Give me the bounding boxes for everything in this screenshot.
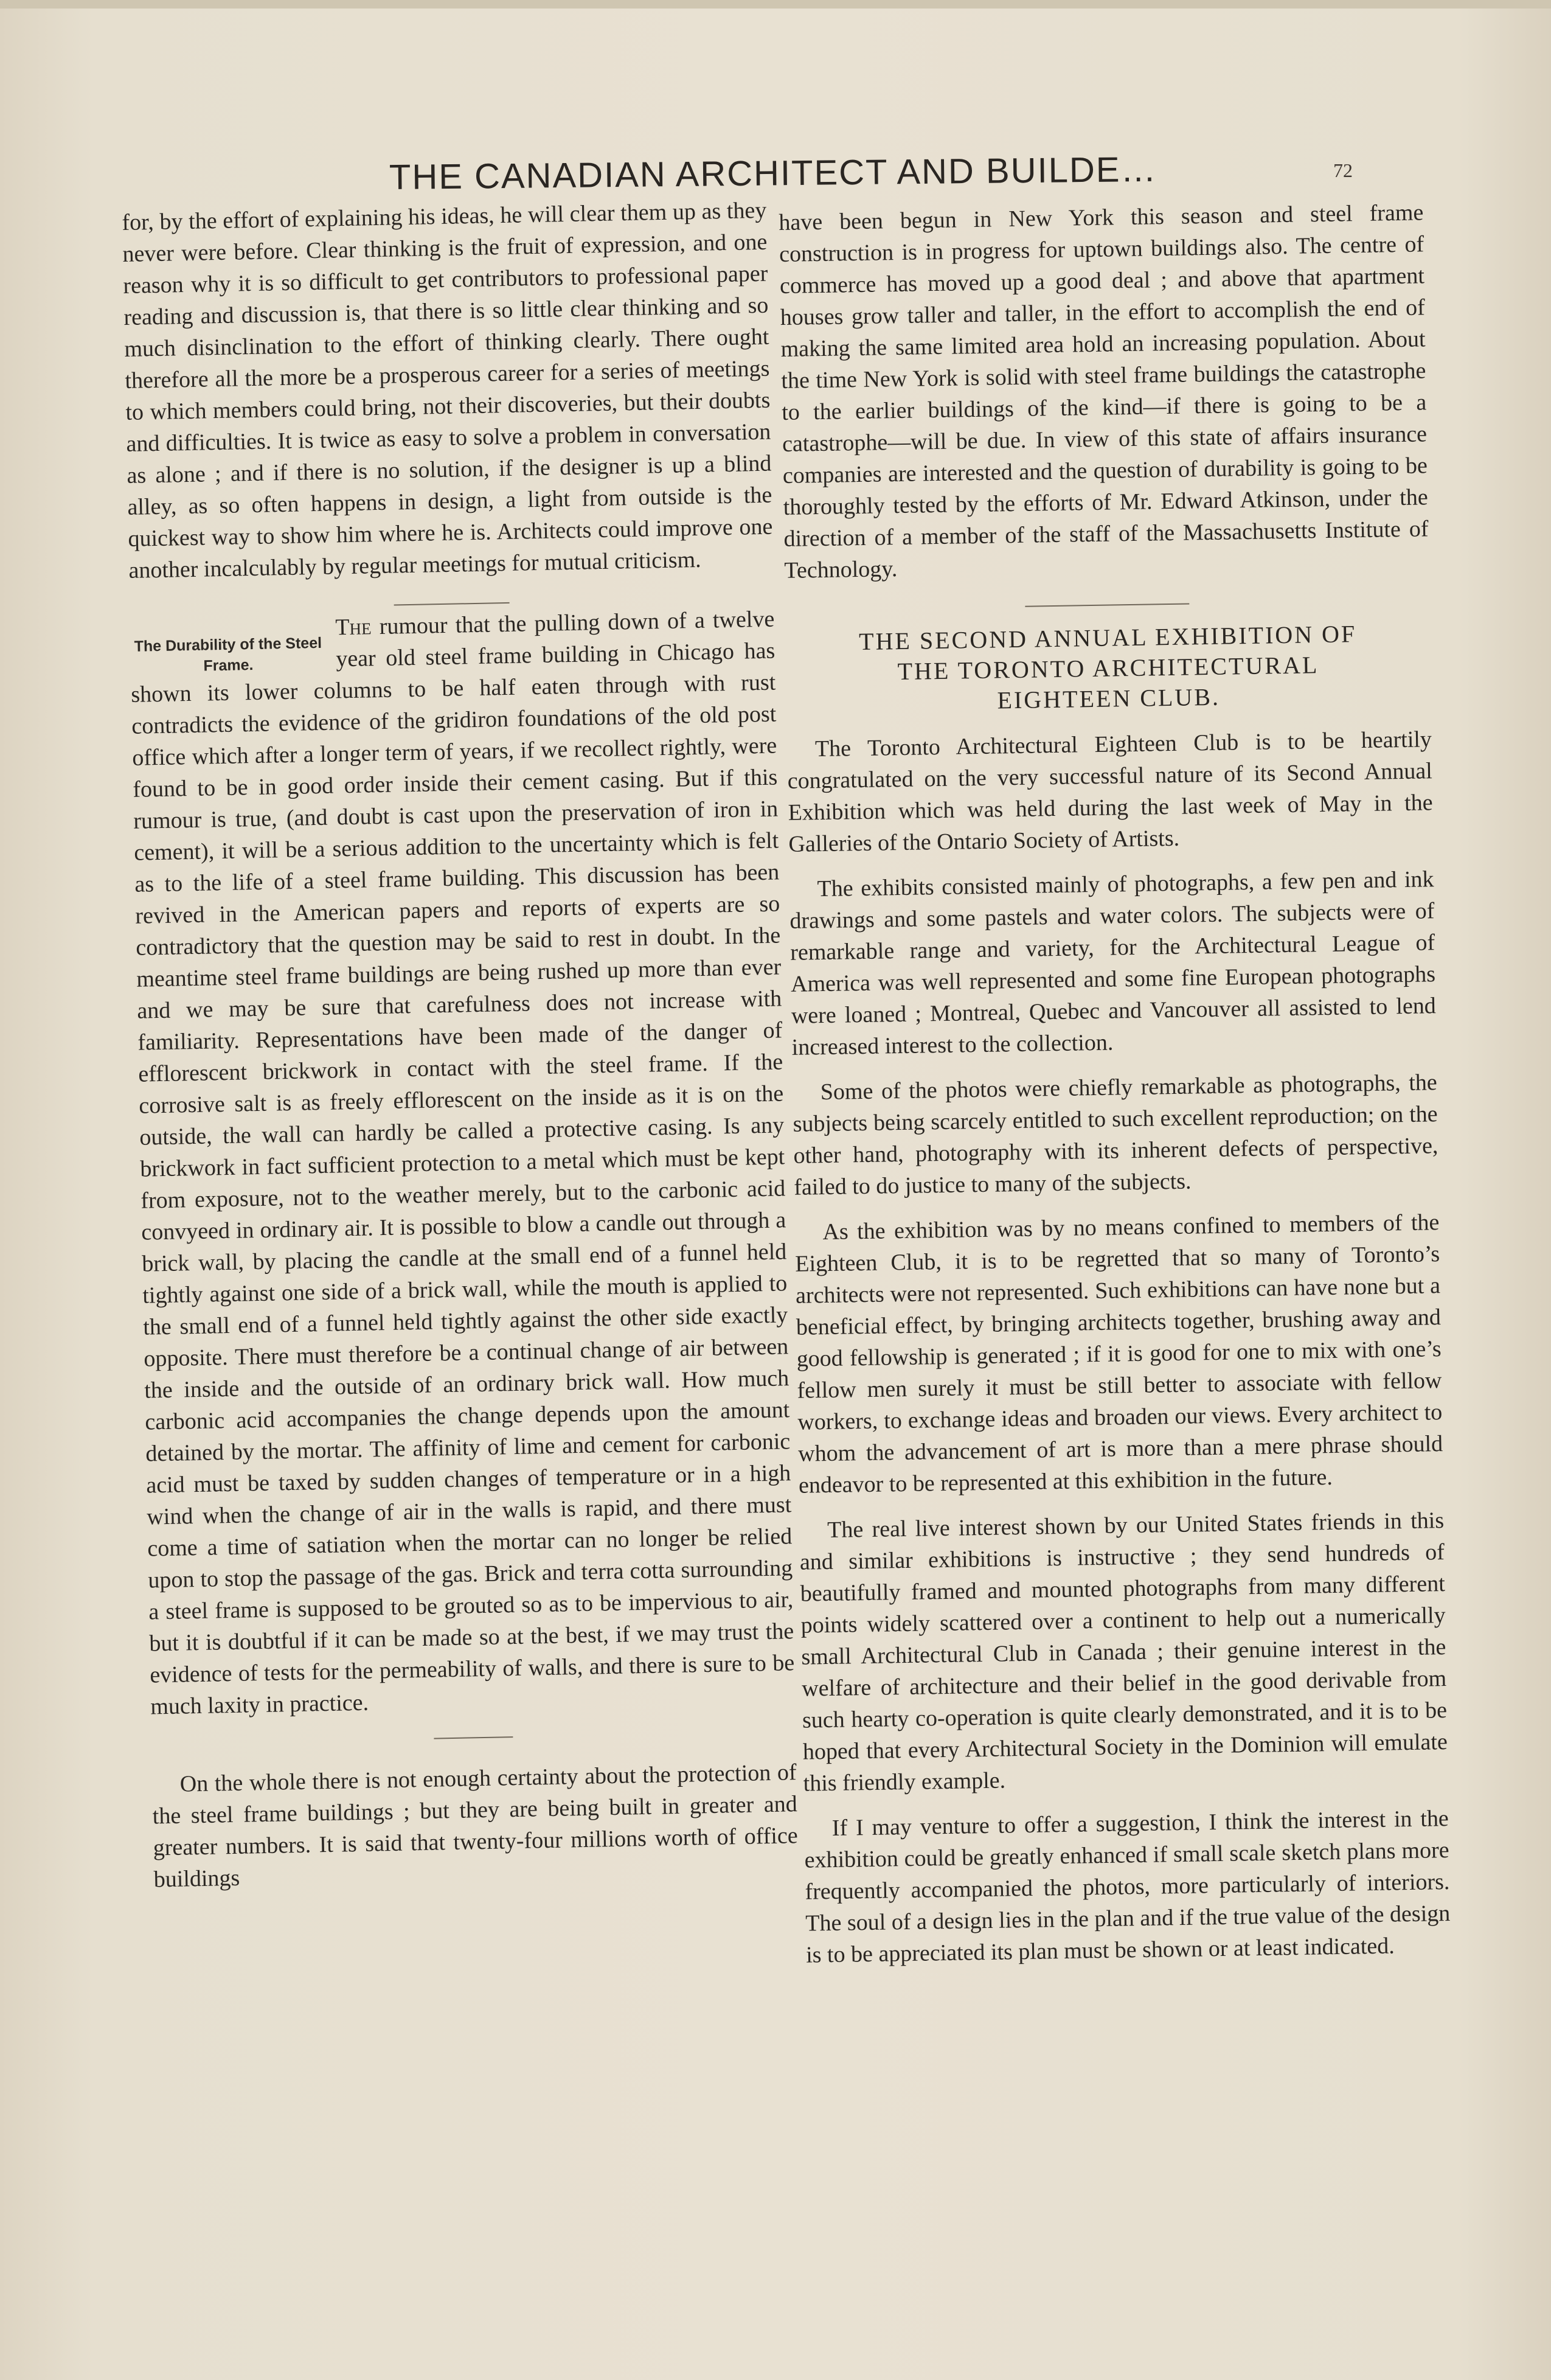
exhibition-paragraph-5: The real live interest shown by our United States friends in this and similar exhibitions is instructive ; they send hundreds of beautifully framed and mounted photographs from many different points widely scattered over a continent to help out a numerically small Architectural Club in Canada ; their genuine interest in the welfare of architecture and their belief in the good derivable from such hearty co-operation is quite clearly demonstrated, and it is to be hoped that every Architectural Society in the Dominion will emulate this friendly example. bbox=[799, 1508, 1448, 1797]
exhibition-paragraph-4: As the exhibition was by no means confined to members of the Eighteen Club, it is to be regretted that so many of Toronto’s architects were not represented. Such exhibitions can have none but a beneficial effect, by bringing architects together, brushing away and good fellowship is generated ; if it is good for one to mix with one’s fellow men surely it must be still better to associate with fellow workers, to exchange ideas and broaden our views. Every architect to whom the advancement of art is more than a mere phrase should endeavor to be represented at this exhibition in the future. bbox=[794, 1209, 1443, 1498]
left-closing-paragraph: On the whole there is not enough certainty about the protection of the steel frame buildings ; but they are being built in greater and greater numbers. It is said that twenty-four millions worth of office buildings bbox=[152, 1759, 799, 1893]
running-header-title: THE CANADIAN ARCHITECT AND BUILDE… bbox=[389, 149, 1157, 197]
right-continued-paragraph: have been begun in New York this season and steel frame construction is in progress for uptown buildings also. The centre of commerce has moved up a good deal ; and above that apartment houses grow taller and taller, in the effort to accomplish the end of making the same limited area hold an increasing population. About the time New York is solid with steel frame buildings the catastrophe to the earlier buildings of the kind—if there is going to be a catastrophe—will be due. In view of this state of affairs insurance companies are interested and the question of durability is going to be thoroughly tested by the efforts of Mr. Edward Atkinson, under the direction of a member of the staff of the Massachusetts Institute of Technology. bbox=[779, 200, 1429, 583]
left-column bbox=[122, 195, 799, 1896]
heading-line-2: THE TORONTO ARCHITECTURAL bbox=[897, 651, 1319, 686]
paragraph-divider bbox=[434, 1736, 513, 1739]
durability-side-heading: The Durability of the Steel Frame. bbox=[134, 634, 322, 675]
exhibition-paragraph-1: The Toronto Architectural Eighteen Club is to be heartily congratulated on the very successful nature of its Second Annual Exhibition which was held during the last week of May in the Galleries of the Ontario Society of Artists. bbox=[787, 726, 1433, 857]
right-column bbox=[779, 197, 1451, 1971]
heading-line-1: THE SECOND ANNUAL EXHIBITION OF bbox=[858, 620, 1357, 656]
durability-section bbox=[130, 604, 796, 1723]
durability-lead-word: The bbox=[335, 614, 372, 641]
exhibition-article-heading bbox=[785, 618, 1431, 719]
exhibition-paragraph-2: The exhibits consisted mainly of photographs, a few pen and ink drawings and some pastels and water colors. The subjects were of remarkable range and variety, for the Architectural League of America was well represented and some fine European photographs were loaned ; Montreal, Quebec and Vancouver all assisted to lend increased interest to the collection. bbox=[789, 866, 1437, 1060]
section-divider bbox=[1025, 603, 1189, 607]
durability-body-text: rumour that the pulling down of a twelve year old steel frame building in Chicago has shown its lower columns to be half eaten through with rust contradicts the evidence of the gridiron foundations of the old post office which after a longer term of years, if we recollect rightly, were found to be in good order inside their cement casing. But if this rumour is true, (and doubt is cast upon the preservation of iron in cement), it will be a serious addition to the uncertainty which is felt as to the life of a steel frame building. This discussion has been revived in the American papers and reports of experts are so contradictory that the question may be said to rest in doubt. In the meantime steel frame buildings are being rushed up more than ever and we may be sure that carefulness does not increase with familiarity. Representations have been made of the danger of efflorescent brickwork in contact with the steel frame. If the corrosive salt is as freely efflorescent on the inside as it is on the outside, the wall can hardly be called a protective casing. Is any brickwork in fact sufficient protection to a metal which must be kept from exposure, not to the weather merely, but to the carbonic acid convyeed in ordinary air. It is possible to blow a candle out through a brick wall, by placing the candle at the small end of a funnel held tightly against one side of a brick wall, while the mouth is applied to the small end of a funnel held tightly against the other side exactly opposite. There must therefore be a continual change of air between the inside and the outside of an ordinary brick wall. How much carbonic acid accompanies the change depends upon the amount detained by the mortar. The affinity of lime and cement for carbonic acid must be taxed by sudden changes of temperature or in a high wind when the change of air in the walls is rapid, and there must come a time of satiation when the mortar can no longer be relied upon to stop the passage of the gas. Brick and terra cotta surrounding a steel frame is supposed to be grouted so as to be impervious to air, but it is doubtful if it can be made so at the best, if we may trust the evidence of tests for the permeability of walls, and there is sure to be much laxity in practice. bbox=[130, 606, 795, 1720]
heading-line-3: EIGHTEEN CLUB. bbox=[997, 683, 1221, 714]
section-divider bbox=[394, 602, 510, 606]
left-opening-paragraph: for, by the effort of explaining his ideas, he will clear them up as they never were before. Clear thinking is the fruit of expression, and one reason why it is so difficult to get contributors to professional paper reading and discussion is, that there is so little clear thinking and so much disinclination to the effort of thinking clearly. There ought therefore all the more be a prosperous career for a series of meetings to which members could bring, not their discoveries, but their doubts and difficulties. It is twice as easy to solve a problem in conversation as alone ; and if there is no solution, if the designer is up a blind alley, as so often happens in design, a light from outside is the quickest way to show him where he is. Architects could improve one another incalculably by regular meetings for mutual criticism. bbox=[122, 197, 773, 583]
page-top-edge bbox=[0, 0, 1551, 9]
exhibition-paragraph-3: Some of the photos were chiefly remarkable as photographs, the subjects being scarcely entitled to such excellent reproduction; on the other hand, photography with its inherent defects of perspective, failed to do justice to many of the subjects. bbox=[793, 1070, 1438, 1200]
page-number: 72 bbox=[1333, 159, 1353, 181]
durability-paragraph bbox=[130, 604, 796, 1723]
exhibition-paragraph-6: If I may venture to offer a suggestion, I think the interest in the exhibition could be greatly enhanced if small scale sketch plans more frequently accompanied the photos, more particularly of interiors. The soul of a design lies in the plan and if the true value of the design is to be appreciated its plan must be shown or at least indicated. bbox=[804, 1806, 1451, 1968]
